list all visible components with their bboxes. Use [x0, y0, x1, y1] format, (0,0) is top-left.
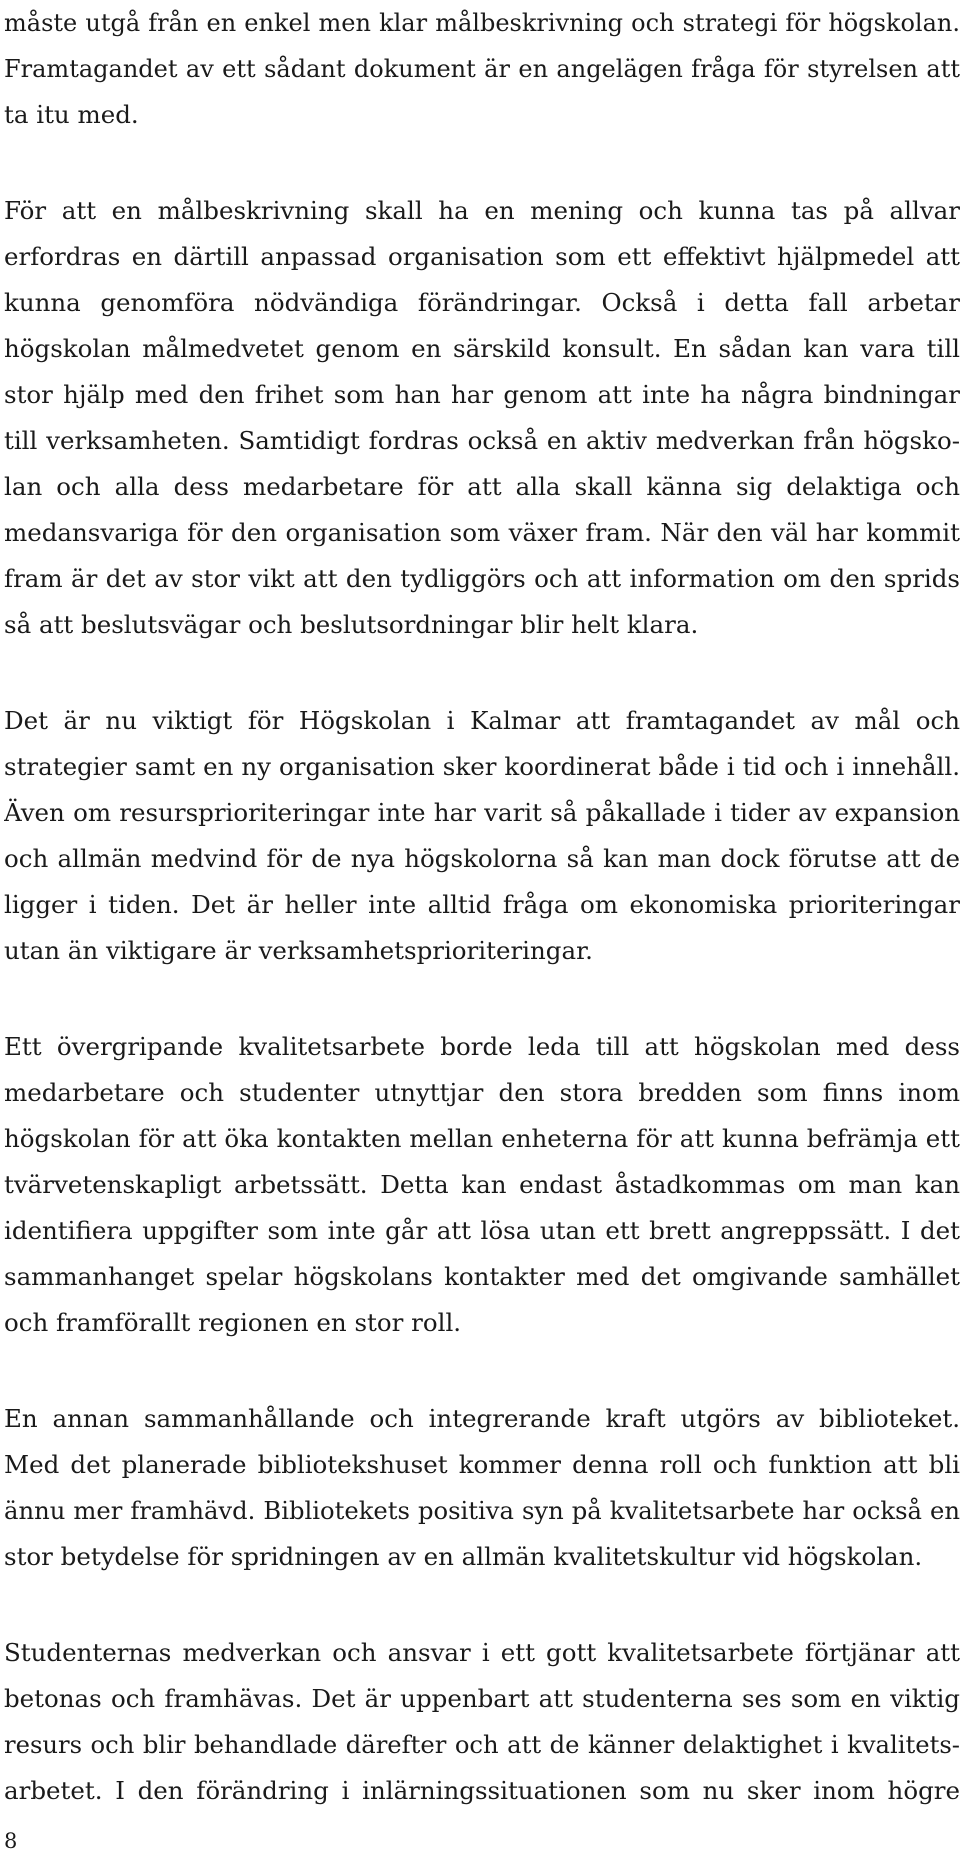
document-page — [4, 0, 960, 1814]
page-number: 8 — [4, 1829, 18, 1853]
paragraph-line: arbetet. I den förändring i inlärningssituationen som nu sker inom högre — [4, 1776, 960, 1805]
paragraph-line: lan och alla dess medarbetare för att alla skall känna sig delaktiga och — [4, 472, 960, 501]
paragraph-line: Studenternas medverkan och ansvar i ett gott kvalitetsarbete förtjänar att — [4, 1638, 960, 1667]
paragraph-2 — [4, 188, 960, 648]
paragraph-line: och allmän medvind för de nya högskolorna så kan man dock förutse att de — [4, 844, 960, 873]
paragraph-line: stor hjälp med den frihet som han har genom att inte ha några bindningar — [4, 380, 960, 409]
paragraph-line: strategier samt en ny organisation sker koordinerat både i tid och i innehåll. — [4, 752, 960, 781]
paragraph-line: betonas och framhävas. Det är uppenbart att studenterna ses som en viktig — [4, 1684, 960, 1713]
paragraph-line: sammanhanget spelar högskolans kontakter med det omgivande samhället — [4, 1262, 960, 1291]
paragraph-6 — [4, 1630, 960, 1814]
paragraph-line: till verksamheten. Samtidigt fordras också en aktiv medverkan från högsko- — [4, 426, 960, 455]
paragraph-line: ligger i tiden. Det är heller inte alltid fråga om ekonomiska prioriteringar — [4, 890, 960, 919]
paragraph-line: resurs och blir behandlade därefter och att de känner delaktighet i kvalitets- — [4, 1730, 960, 1759]
paragraph-line: Med det planerade bibliotekshuset kommer denna roll och funktion att bli — [4, 1450, 960, 1479]
paragraph-line: erfordras en därtill anpassad organisation som ett effektivt hjälpmedel att — [4, 242, 960, 271]
paragraph-line: och framförallt regionen en stor roll. — [4, 1308, 462, 1337]
paragraph-line: utan än viktigare är verksamhetsprioriteringar. — [4, 936, 593, 965]
paragraph-4 — [4, 1024, 960, 1346]
paragraph-line: ännu mer framhävd. Bibliotekets positiva syn på kvalitetsarbete har också en — [4, 1496, 960, 1525]
paragraph-line: ta itu med. — [4, 100, 139, 129]
paragraph-line: högskolan för att öka kontakten mellan enheterna för att kunna befrämja ett — [4, 1124, 960, 1153]
paragraph-3 — [4, 698, 960, 974]
paragraph-line: kunna genomföra nödvändiga förändringar. Också i detta fall arbetar — [4, 288, 960, 317]
paragraph-line: tvärvetenskapligt arbetssätt. Detta kan endast åstadkommas om man kan — [4, 1170, 960, 1199]
paragraph-line: För att en målbeskrivning skall ha en mening och kunna tas på allvar — [4, 196, 960, 225]
paragraph-line: medansvariga för den organisation som växer fram. När den väl har kommit — [4, 518, 960, 547]
paragraph-5 — [4, 1396, 960, 1580]
paragraph-line: Även om resursprioriteringar inte har varit så påkallade i tider av expansion — [4, 798, 960, 827]
paragraph-line: så att beslutsvägar och beslutsordningar blir helt klara. — [4, 610, 699, 639]
paragraph-line: Det är nu viktigt för Högskolan i Kalmar att framtagandet av mål och — [4, 706, 960, 735]
paragraph-line: Ett övergripande kvalitetsarbete borde leda till att högskolan med dess — [4, 1032, 960, 1061]
paragraph-line: högskolan målmedvetet genom en särskild konsult. En sådan kan vara till — [4, 334, 960, 363]
paragraph-line: En annan sammanhållande och integrerande kraft utgörs av biblioteket. — [4, 1404, 960, 1433]
paragraph-line: medarbetare och studenter utnyttjar den stora bredden som finns inom — [4, 1078, 960, 1107]
paragraph-line: stor betydelse för spridningen av en allmän kvalitetskultur vid högskolan. — [4, 1542, 923, 1571]
paragraph-line: identifiera uppgifter som inte går att lösa utan ett brett angreppssätt. I det — [4, 1216, 960, 1245]
paragraph-line: måste utgå från en enkel men klar målbeskrivning och strategi för högskolan. — [4, 9, 960, 37]
paragraph-line: Framtagandet av ett sådant dokument är en angelägen fråga för styrelsen att — [4, 55, 960, 83]
paragraph-line: fram är det av stor vikt att den tydliggörs och att information om den sprids — [4, 564, 960, 593]
paragraph-1 — [4, 0, 960, 138]
